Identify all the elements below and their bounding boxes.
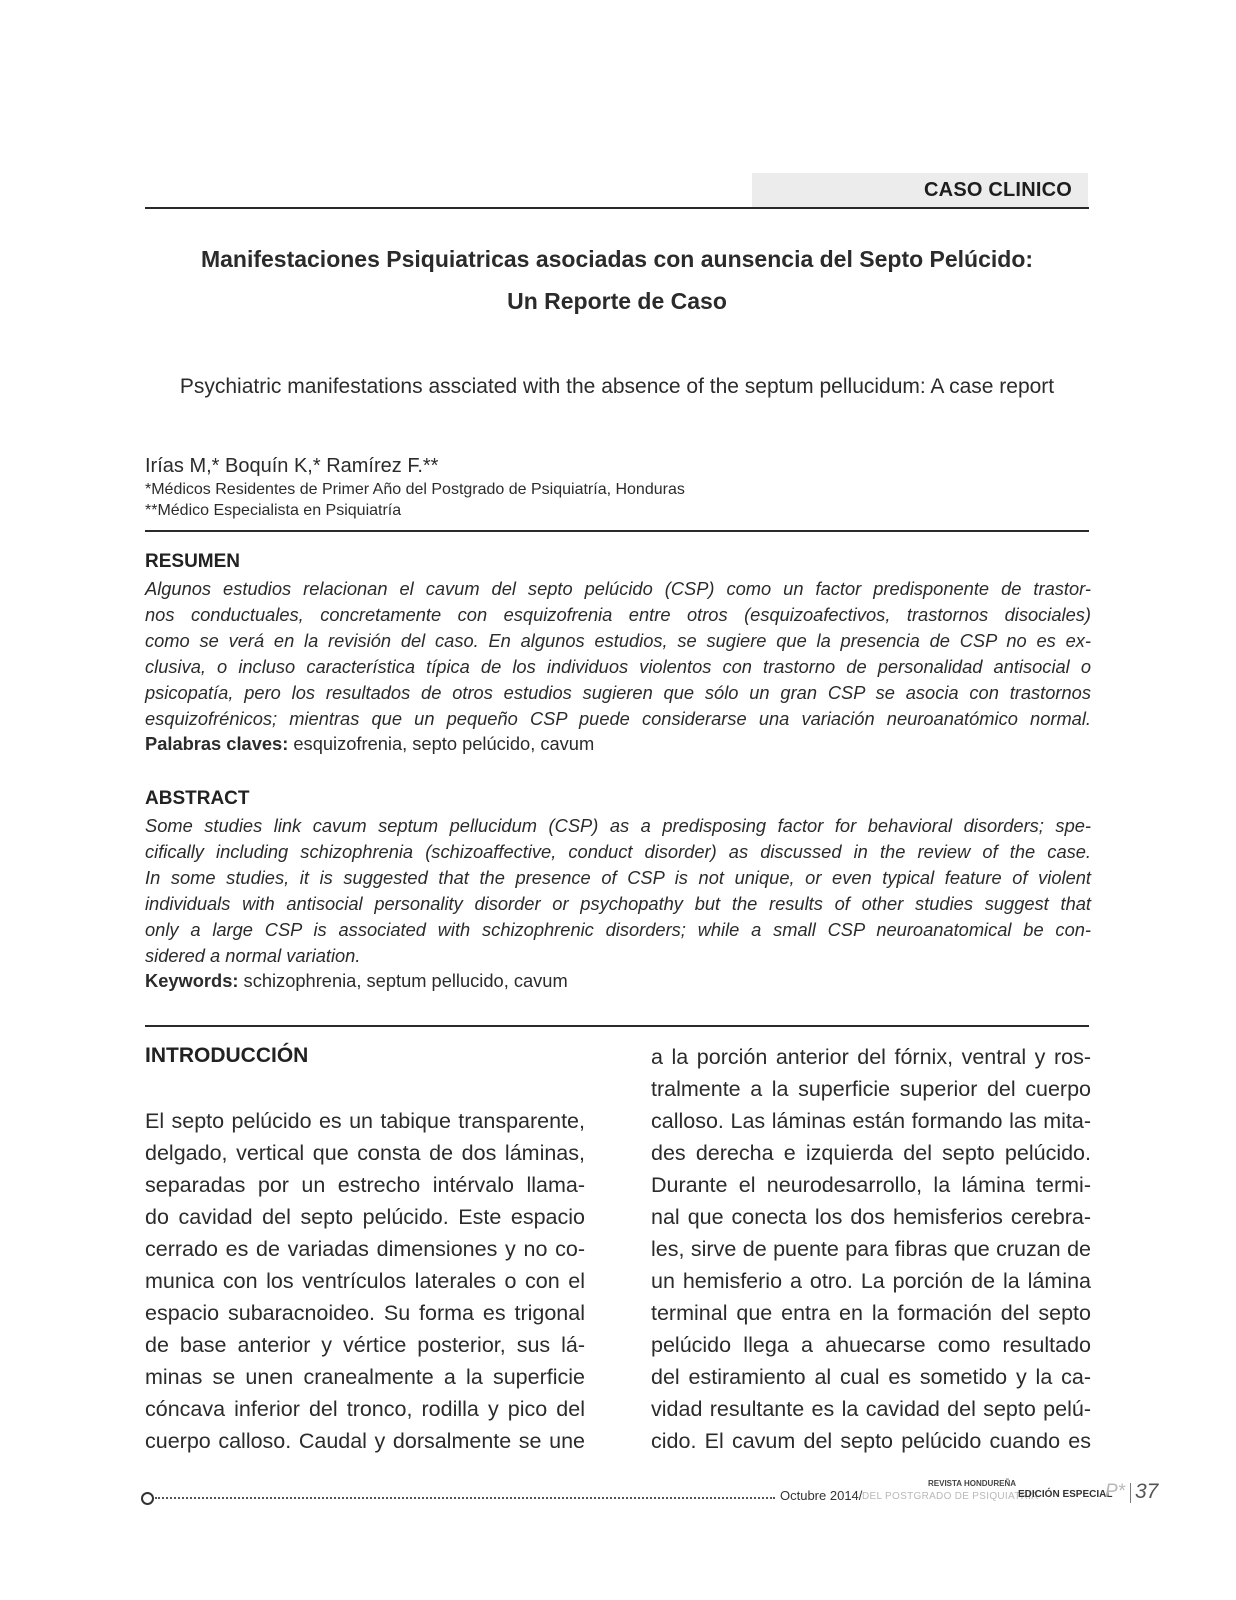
- intro-col1-line: espacio subaracnoideo. Su forma es trigonal: [145, 1301, 585, 1325]
- footer-dotted-line: [155, 1497, 775, 1499]
- intro-col2-line: pelúcido llega a ahuecarse como resultado: [651, 1333, 1091, 1357]
- intro-col1-line: cóncava inferior del tronco, rodilla y pico del: [145, 1397, 585, 1421]
- authors-rule: [145, 530, 1089, 532]
- resumen-line: clusiva, o incluso característica típica de los individuos violentos con trastorno de personalidad antisocial o: [145, 656, 1091, 677]
- resumen-keywords-text: esquizofrenia, septo pelúcido, cavum: [288, 733, 595, 754]
- footer-journal-subtitle: DEL POSTGRADO DE PSIQUIATRÍA: [862, 1491, 1039, 1502]
- abstract-keywords: [145, 970, 568, 992]
- intro-col2-line: a la porción anterior del fórnix, ventral y ros-: [651, 1045, 1091, 1069]
- intro-col2-line: les, sirve de puente para fibras que cruzan de: [651, 1237, 1091, 1261]
- intro-col1-line: munica con los ventrículos laterales o con el: [145, 1269, 585, 1293]
- section-tab: [752, 173, 1088, 208]
- top-rule: [145, 207, 1089, 209]
- footer-date: Octubre 2014/: [780, 1488, 863, 1503]
- abstract-rule: [145, 1025, 1089, 1027]
- english-title: Psychiatric manifestations assciated with the absence of the septum pellucidum: A case report: [179, 375, 1055, 398]
- intro-col1-line: minas se unen cranealmente a la superficie: [145, 1365, 585, 1389]
- resumen-line: esquizofrénicos; mientras que un pequeño CSP puede considerarse una variación neuroanatómico normal.: [145, 708, 1091, 729]
- abstract-line: sidered a normal variation.: [145, 945, 361, 966]
- authors: Irías M,* Boquín K,* Ramírez F.**: [145, 455, 439, 477]
- footer-journal-name: REVISTA HONDUREÑA: [928, 1479, 1017, 1488]
- resumen-keywords-label: Palabras claves:: [145, 733, 289, 754]
- intro-col1-line: do cavidad del septo pelúcido. Este espacio: [145, 1205, 585, 1229]
- abstract-keywords-text: schizophrenia, septum pellucido, cavum: [238, 970, 568, 991]
- intro-col1-line: El septo pelúcido es un tabique transparente,: [145, 1109, 585, 1133]
- resumen-keywords: [145, 733, 594, 755]
- resumen-line: nos conductuales, concretamente con esquizofrenia entre otros (esquizoafectivos, trastornos disociales): [145, 604, 1091, 625]
- intro-col2-line: un hemisferio a otro. La porción de la lámina: [651, 1269, 1091, 1293]
- page-number: 37: [1135, 1480, 1159, 1503]
- article-title-line-1: Manifestaciones Psiquiatricas asociadas con aunsencia del Septo Pelúcido:: [200, 246, 1034, 272]
- footer-edition: EDICIÓN ESPECIAL: [1018, 1489, 1113, 1500]
- affiliation-2: **Médico Especialista en Psiquiatría: [145, 502, 402, 519]
- intro-col2-line: des derecha e izquierda del septo pelúcido.: [651, 1141, 1091, 1165]
- resumen-line: psicopatía, pero los resultados de otros estudios sugieren que sólo un gran CSP se asocia con trastornos: [145, 682, 1091, 703]
- intro-col1-line: cerrado es de variadas dimensiones y no co-: [145, 1237, 585, 1261]
- intro-col2-line: del estiramiento al cual es sometido y la ca-: [651, 1365, 1091, 1389]
- abstract-line: Some studies link cavum septum pellucidum (CSP) as a predisposing factor for behavioral disorders; spe-: [145, 815, 1091, 836]
- intro-col1-line: separadas por un estrecho intérvalo llama-: [145, 1173, 585, 1197]
- resumen-line: como se verá en la revisión del caso. En algunos estudios, se sugiere que la presencia de CSP no es ex-: [145, 630, 1091, 651]
- intro-heading: INTRODUCCIÓN: [145, 1044, 309, 1067]
- abstract-line: In some studies, it is suggested that the presence of CSP is not unique, or even typical feature of violent: [145, 867, 1091, 888]
- intro-col1-line: de base anterior y vértice posterior, sus lá-: [145, 1333, 585, 1357]
- intro-col1-line: cuerpo calloso. Caudal y dorsalmente se une: [145, 1429, 585, 1453]
- article-title-line-2: Un Reporte de Caso: [507, 288, 727, 314]
- resumen-heading: RESUMEN: [145, 551, 241, 572]
- affiliation-1: *Médicos Residentes de Primer Año del Postgrado de Psiquiatría, Honduras: [145, 481, 685, 498]
- intro-col2-line: cido. El cavum del septo pelúcido cuando es: [651, 1429, 1091, 1453]
- abstract-heading: ABSTRACT: [145, 788, 250, 809]
- intro-col2-line: terminal que entra en la formación del septo: [651, 1301, 1091, 1325]
- abstract-line: cifically including schizophrenia (schizoaffective, conduct disorder) as discussed in the review of the case.: [145, 841, 1091, 862]
- abstract-keywords-label: Keywords:: [145, 970, 239, 991]
- footer-circle-icon: [141, 1492, 154, 1505]
- intro-col2-line: vidad resultante es la cavidad del septo pelú-: [651, 1397, 1091, 1421]
- intro-col2-line: tralmente a la superficie superior del cuerpo: [651, 1077, 1091, 1101]
- abstract-line: only a large CSP is associated with schizophrenic disorders; while a small CSP neuroanatomical be con-: [145, 919, 1091, 940]
- intro-col2-line: Durante el neurodesarrollo, la lámina termi-: [651, 1173, 1091, 1197]
- intro-col2-line: nal que conecta los dos hemisferios cerebra-: [651, 1205, 1091, 1229]
- section-label: CASO CLINICO: [924, 179, 1072, 201]
- journal-logo: P*: [1105, 1481, 1126, 1502]
- footer-separator: [1130, 1483, 1131, 1503]
- intro-col1-line: delgado, vertical que consta de dos láminas,: [145, 1141, 585, 1165]
- abstract-line: individuals with antisocial personality disorder or psychopathy but the results of other studies suggest that: [145, 893, 1091, 914]
- intro-col2-line: calloso. Las láminas están formando las mita-: [651, 1109, 1091, 1133]
- resumen-line: Algunos estudios relacionan el cavum del septo pelúcido (CSP) como un factor predisponente de trastor-: [145, 578, 1091, 599]
